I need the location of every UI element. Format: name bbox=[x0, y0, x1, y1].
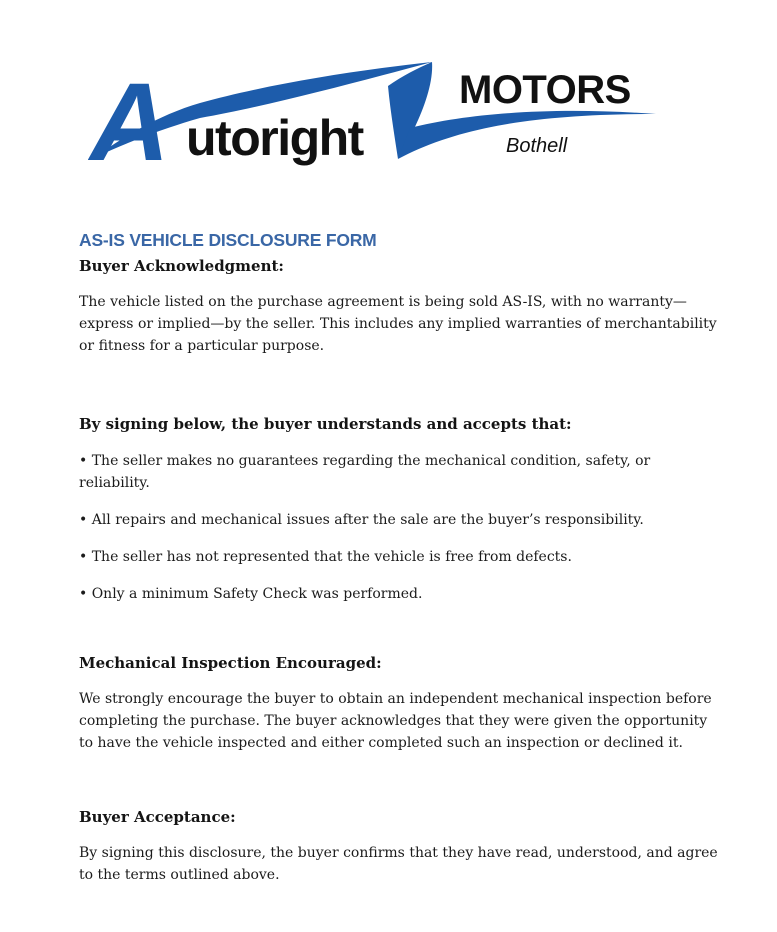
paragraph-buyer-acknowledgment: The vehicle listed on the purchase agreement is being sold AS-IS, with no warranty—express or implied—by the seller. This includes any implied warranties of merchantability or fitness for a particular purpose. bbox=[79, 294, 717, 354]
page-title: AS-IS VEHICLE DISCLOSURE FORM bbox=[79, 230, 377, 250]
brand-location-bothell: Bothell bbox=[506, 135, 568, 157]
section-heading-buyer-acknowledgment: Buyer Acknowledgment: bbox=[79, 257, 284, 275]
bullet-item-repairs-responsibility: • All repairs and mechanical issues after the sale are the buyer’s responsibility. bbox=[79, 512, 644, 528]
bullet-item-no-guarantees: • The seller makes no guarantees regarding the mechanical condition, safety, or reliability. bbox=[79, 453, 651, 491]
section-heading-buyer-acceptance: Buyer Acceptance: bbox=[79, 808, 236, 826]
section-heading-mechanical-inspection: Mechanical Inspection Encouraged: bbox=[79, 654, 382, 672]
brand-name-utoright: utoright bbox=[186, 110, 363, 166]
brand-motors: MOTORS bbox=[459, 68, 631, 112]
bullet-item-minimum-safety-check: • Only a minimum Safety Check was performed. bbox=[79, 586, 423, 602]
bullet-item-not-free-from-defects: • The seller has not represented that the vehicle is free from defects. bbox=[79, 549, 572, 565]
section-heading-signing-terms: By signing below, the buyer understands and accepts that: bbox=[79, 415, 572, 433]
document-page bbox=[79, 60, 719, 886]
brand-letter-a: A bbox=[90, 61, 170, 172]
paragraph-buyer-acceptance: By signing this disclosure, the buyer confirms that they have read, understood, and agree to the terms outlined above. bbox=[79, 845, 718, 883]
autoright-motors-logo-graphic bbox=[88, 60, 668, 172]
dealer-logo bbox=[88, 60, 668, 172]
paragraph-mechanical-inspection: We strongly encourage the buyer to obtain an independent mechanical inspection before completing the purchase. The buyer acknowledges that they were given the opportunity to have the vehicle inspected and either completed such an inspection or declined it. bbox=[79, 691, 712, 751]
